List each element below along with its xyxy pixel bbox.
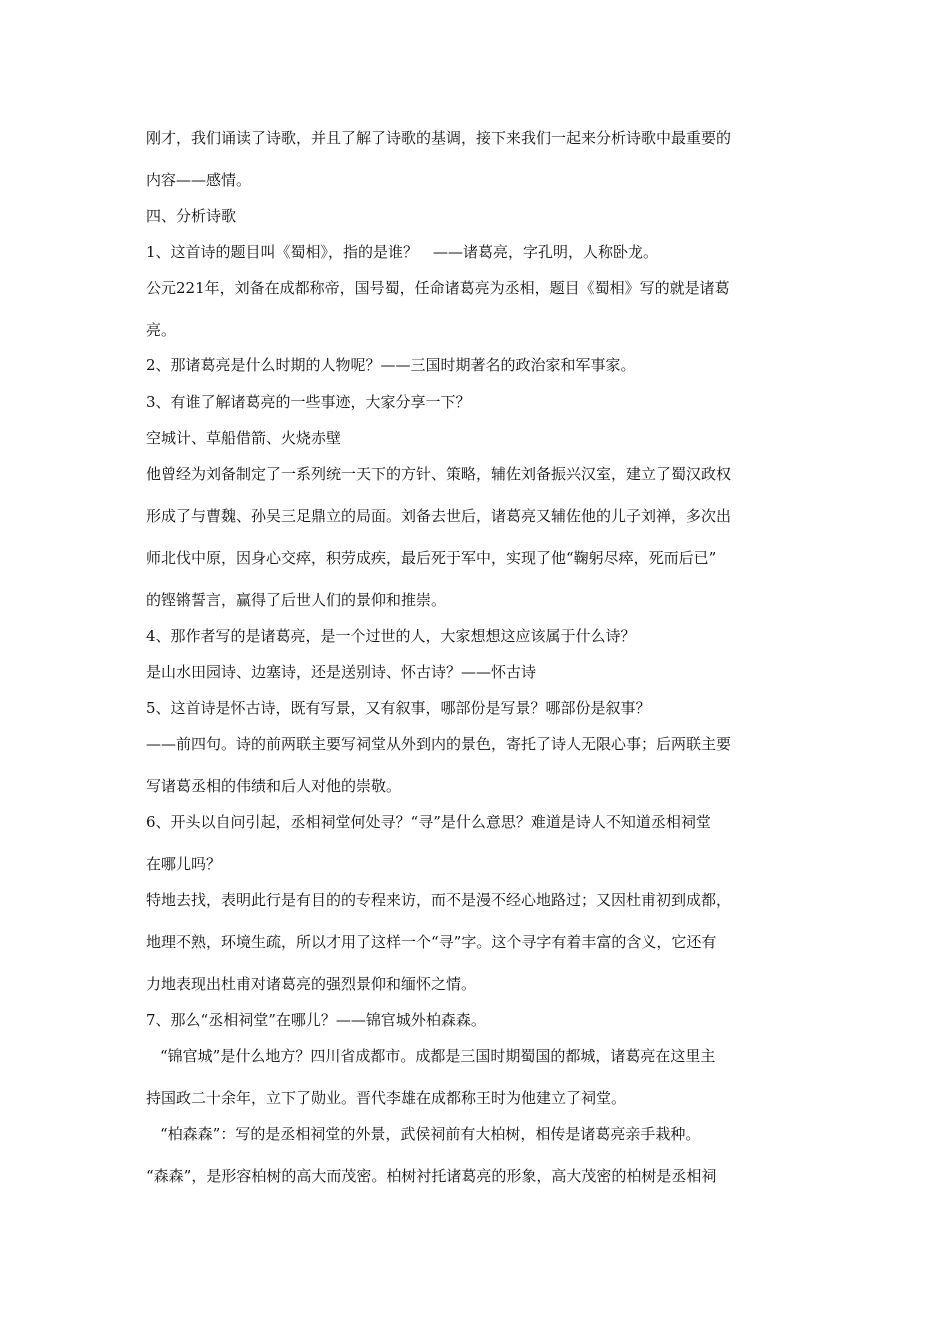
paragraph-line: 形成了与曹魏、孙吴三足鼎立的局面。刘备去世后，诸葛亮又辅佐他的儿子刘禅，多次出: [146, 507, 732, 525]
paragraph-line: 空城计、草船借箭、火烧赤壁: [146, 429, 342, 447]
question-line: 7、那么“丞相祠堂”在哪儿？——锦官城外柏森森。: [146, 1011, 486, 1029]
paragraph-line: 亮。: [146, 321, 177, 339]
paragraph-line: 公元221年，刘备在成都称帝，国号蜀，任命诸葛亮为丞相，题目《蜀相》写的就是诸葛: [146, 279, 730, 297]
section-heading: 四、分析诗歌: [146, 207, 237, 225]
paragraph-line: ——前四句。诗的前两联主要写祠堂从外到内的景色，寄托了诗人无限心事；后两联主要: [146, 735, 732, 753]
question-line: 6、开头以自问引起，丞相祠堂何处寻？“寻”是什么意思？难道是诗人不知道丞相祠堂: [146, 813, 711, 831]
paragraph-line: 师北伐中原，因身心交瘁，积劳成疾，最后死于军中，实现了他“鞠躬尽瘁，死而后已”: [146, 549, 717, 567]
paragraph-line: 在哪儿吗？: [146, 855, 222, 873]
paragraph-line: 刚才，我们诵读了诗歌，并且了解了诗歌的基调，接下来我们一起来分析诗歌中最重要的: [146, 129, 732, 147]
paragraph-line: 是山水田园诗、边塞诗，还是送别诗、怀古诗？——怀古诗: [146, 663, 537, 681]
paragraph-line: 力地表现出杜甫对诸葛亮的强烈景仰和缅怀之情。: [146, 975, 477, 993]
paragraph-line: 内容——感情。: [146, 171, 252, 189]
question-line: 5、这首诗是怀古诗，既有写景，又有叙事，哪部份是写景？哪部份是叙事？: [146, 699, 651, 717]
paragraph-line: 的铿锵誓言，赢得了后世人们的景仰和推崇。: [146, 591, 447, 609]
paragraph-line: 他曾经为刘备制定了一系列统一天下的方针、策略，辅佐刘备振兴汉室，建立了蜀汉政权: [146, 465, 732, 483]
paragraph-line: 写诸葛丞相的伟绩和后人对他的崇敬。: [146, 777, 402, 795]
question-line: 3、有谁了解诸葛亮的一些事迹，大家分享一下？: [146, 393, 471, 411]
paragraph-line: “森森”，是形容柏树的高大而茂密。柏树衬托诸葛亮的形象，高大茂密的柏树是丞相祠: [146, 1167, 717, 1185]
paragraph-line: 地理不熟，环境生疏，所以才用了这样一个“寻”字。这个寻字有着丰富的含义，它还有: [146, 933, 717, 951]
question-line: 4、那作者写的是诸葛亮，是一个过世的人，大家想想这应该属于什么诗？: [146, 627, 636, 645]
paragraph-line: 特地去找，表明此行是有目的的专程来访，而不是漫不经心地路过；又因杜甫初到成都，: [146, 891, 732, 909]
paragraph-line: “锦官城”是什么地方？四川省成都市。成都是三国时期蜀国的都城，诸葛亮在这里主: [160, 1047, 716, 1065]
paragraph-line: 持国政二十余年，立下了勋业。晋代李雄在成都称王时为他建立了祠堂。: [146, 1089, 627, 1107]
question-line: 2、那诸葛亮是什么时期的人物呢？——三国时期著名的政治家和军事家。: [146, 356, 636, 374]
paragraph-line: “柏森森”：写的是丞相祠堂的外景，武侯祠前有大柏树，相传是诸葛亮亲手栽种。: [160, 1125, 701, 1143]
question-line: 1、这首诗的题目叫《蜀相》，指的是谁？ ——诸葛亮，字孔明，人称卧龙。: [146, 243, 659, 261]
